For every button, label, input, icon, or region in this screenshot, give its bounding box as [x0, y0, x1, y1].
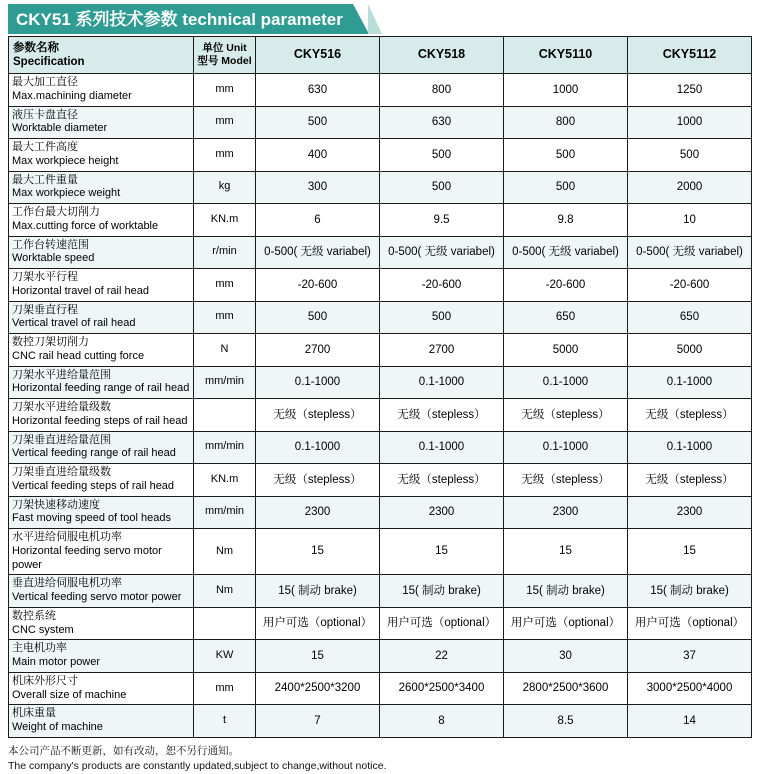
- row-value: 15( 制动 brake): [256, 575, 380, 608]
- table-row: [9, 366, 752, 399]
- row-label: [9, 496, 194, 529]
- row-unit: mm: [194, 139, 256, 172]
- specification-table: [8, 36, 752, 738]
- row-label-en: Weight of machine: [12, 721, 103, 733]
- row-value: -20-600: [504, 269, 628, 302]
- row-value: 用户可选（optional）: [628, 607, 752, 640]
- row-label-cn: 主电机功率: [12, 642, 67, 655]
- row-unit: N: [194, 334, 256, 367]
- row-value: 0.1-1000: [256, 431, 380, 464]
- row-label-en: Horizontal feeding steps of rail head: [12, 414, 188, 427]
- row-label-en: Horizontal feeding servo motor power: [12, 544, 162, 571]
- row-value: 15: [504, 529, 628, 575]
- row-label-en: Worktable diameter: [12, 122, 108, 135]
- header-model-4: CKY5112: [628, 37, 752, 74]
- row-value: 500: [628, 139, 752, 172]
- row-label: [9, 464, 194, 497]
- row-label: [9, 640, 194, 673]
- row-value: 0.1-1000: [504, 431, 628, 464]
- row-unit: mm: [194, 74, 256, 107]
- row-value: 无级（stepless）: [380, 464, 504, 497]
- row-label-en: Worktable speed: [12, 252, 95, 265]
- row-value: 用户可选（optional）: [256, 607, 380, 640]
- row-label-en: Max workpiece weight: [12, 187, 121, 200]
- row-unit: [194, 399, 256, 432]
- table-row: [9, 269, 752, 302]
- page-title: CKY51 系列技术参数 technical parameter: [8, 4, 353, 34]
- row-value: 500: [380, 139, 504, 172]
- row-label-cn: 数控刀架切削力: [12, 336, 89, 348]
- row-label-en: Fast moving speed of tool heads: [12, 512, 171, 525]
- row-label: [9, 236, 194, 269]
- row-value: 30: [504, 640, 628, 673]
- row-value: 1000: [504, 74, 628, 107]
- row-label-cn: 刀架垂直进给量范围: [12, 433, 111, 446]
- row-unit: mm: [194, 672, 256, 705]
- row-label: [9, 171, 194, 204]
- table-row: [9, 496, 752, 529]
- table-row: [9, 464, 752, 497]
- row-label-en: Main motor power: [12, 656, 101, 668]
- row-value: 无级（stepless）: [628, 399, 752, 432]
- table-row: [9, 529, 752, 575]
- row-unit: KW: [194, 640, 256, 673]
- row-value: 2000: [628, 171, 752, 204]
- row-value: 2300: [628, 496, 752, 529]
- table-row: [9, 705, 752, 738]
- row-label-cn: 最大工件高度: [12, 141, 78, 153]
- row-value: 22: [380, 640, 504, 673]
- footer-notice: [8, 744, 752, 774]
- row-label-cn: 工作台最大切削力: [12, 206, 100, 218]
- row-label: [9, 74, 194, 107]
- row-label-en: CNC system: [12, 623, 74, 636]
- row-unit: kg: [194, 171, 256, 204]
- row-value: 15( 制动 brake): [504, 575, 628, 608]
- table-row: [9, 106, 752, 139]
- row-value: 630: [380, 106, 504, 139]
- row-unit: mm/min: [194, 366, 256, 399]
- table-row: [9, 640, 752, 673]
- row-value: 9.8: [504, 204, 628, 237]
- row-label-cn: 液压卡盘直径: [12, 108, 78, 121]
- row-value: 300: [256, 171, 380, 204]
- row-value: 2300: [504, 496, 628, 529]
- table-row: [9, 236, 752, 269]
- row-value: 用户可选（optional）: [380, 607, 504, 640]
- row-unit: KN.m: [194, 464, 256, 497]
- row-value: 8: [380, 705, 504, 738]
- table-body: [9, 74, 752, 738]
- row-value: 630: [256, 74, 380, 107]
- row-label-en: Vertical feeding range of rail head: [12, 447, 176, 460]
- row-value: 1000: [628, 106, 752, 139]
- row-value: 500: [380, 301, 504, 334]
- row-value: 无级（stepless）: [504, 399, 628, 432]
- footer-notice-cn: 本公司产品不断更新，如有改动，恕不另行通知。: [8, 744, 239, 757]
- row-label-cn: 刀架快速移动速度: [12, 498, 100, 511]
- row-value: 15: [256, 529, 380, 575]
- row-value: 无级（stepless）: [256, 399, 380, 432]
- row-label-cn: 刀架垂直行程: [12, 303, 78, 316]
- row-unit: Nm: [194, 529, 256, 575]
- row-unit: t: [194, 705, 256, 738]
- row-unit: KN.m: [194, 204, 256, 237]
- row-value: 9.5: [380, 204, 504, 237]
- row-label-cn: 最大工件重量: [12, 173, 78, 186]
- row-label: [9, 106, 194, 139]
- row-value: 2800*2500*3600: [504, 672, 628, 705]
- row-value: 15: [380, 529, 504, 575]
- row-unit: mm: [194, 269, 256, 302]
- table-row: [9, 575, 752, 608]
- row-value: 1250: [628, 74, 752, 107]
- table-row: [9, 171, 752, 204]
- row-value: 无级（stepless）: [256, 464, 380, 497]
- row-value: 500: [504, 139, 628, 172]
- row-label-en: Vertical feeding steps of rail head: [12, 479, 175, 492]
- row-label: [9, 139, 194, 172]
- table-row: [9, 607, 752, 640]
- row-value: -20-600: [256, 269, 380, 302]
- row-value: 500: [380, 171, 504, 204]
- table-row: [9, 399, 752, 432]
- row-label-en: Max workpiece height: [12, 154, 119, 167]
- row-value: 400: [256, 139, 380, 172]
- row-label: [9, 269, 194, 302]
- row-value: 15( 制动 brake): [628, 575, 752, 608]
- row-value: 2700: [256, 334, 380, 367]
- title-wedge-primary: [353, 4, 369, 34]
- row-value: 5000: [628, 334, 752, 367]
- row-label-cn: 刀架水平进给量级数: [12, 401, 111, 413]
- row-label: [9, 431, 194, 464]
- table-row: [9, 334, 752, 367]
- spec-sheet-page: [0, 4, 760, 772]
- row-label-cn: 数控系统: [12, 609, 56, 622]
- row-value: 2600*2500*3400: [380, 672, 504, 705]
- row-value: 5000: [504, 334, 628, 367]
- title-wedge-accent: [368, 4, 382, 34]
- row-value: 15: [628, 529, 752, 575]
- row-value: 0.1-1000: [380, 431, 504, 464]
- row-label-cn: 最大加工直径: [12, 76, 78, 88]
- row-value: 500: [256, 301, 380, 334]
- row-label-en: Horizontal feeding range of rail head: [12, 382, 190, 395]
- row-unit: mm/min: [194, 431, 256, 464]
- row-unit: mm: [194, 106, 256, 139]
- row-value: 2700: [380, 334, 504, 367]
- table-header: [9, 37, 752, 74]
- row-value: 无级（stepless）: [628, 464, 752, 497]
- row-value: 650: [628, 301, 752, 334]
- row-value: 3000*2500*4000: [628, 672, 752, 705]
- header-model-2: CKY518: [380, 37, 504, 74]
- row-label: [9, 705, 194, 738]
- row-value: 14: [628, 705, 752, 738]
- row-value: 500: [504, 171, 628, 204]
- row-value: 2400*2500*3200: [256, 672, 380, 705]
- row-label: [9, 399, 194, 432]
- row-value: 15: [256, 640, 380, 673]
- row-value: 7: [256, 705, 380, 738]
- row-value: 8.5: [504, 705, 628, 738]
- row-value: 0.1-1000: [380, 366, 504, 399]
- table-row: [9, 74, 752, 107]
- footer-notice-en: The company's products are constantly updated,subject to change,without notice.: [8, 759, 387, 772]
- row-value: 0-500( 无级 variabel): [504, 236, 628, 269]
- row-label-cn: 刀架水平进给量范围: [12, 368, 111, 381]
- row-unit: r/min: [194, 236, 256, 269]
- row-value: 0.1-1000: [504, 366, 628, 399]
- header-specification-en: Specification: [13, 56, 85, 68]
- row-value: 无级（stepless）: [504, 464, 628, 497]
- row-label-cn: 水平进给伺服电机功率: [12, 531, 122, 543]
- row-value: 用户可选（optional）: [504, 607, 628, 640]
- header-model-1: CKY516: [256, 37, 380, 74]
- row-label-cn: 机床重量: [12, 707, 56, 720]
- header-specification: [9, 37, 194, 74]
- table-row: [9, 204, 752, 237]
- row-label-cn: 工作台转速范围: [12, 238, 89, 251]
- header-specification-cn: 参数名称: [13, 41, 59, 54]
- row-value: 800: [380, 74, 504, 107]
- row-unit: [194, 607, 256, 640]
- row-label-en: CNC rail head cutting force: [12, 349, 145, 362]
- row-label: [9, 334, 194, 367]
- row-label: [9, 204, 194, 237]
- row-label-cn: 机床外形尺寸: [12, 674, 78, 687]
- row-value: 无级（stepless）: [380, 399, 504, 432]
- table-row: [9, 431, 752, 464]
- table-row: [9, 301, 752, 334]
- row-value: -20-600: [628, 269, 752, 302]
- row-value: 10: [628, 204, 752, 237]
- row-label: [9, 301, 194, 334]
- row-label-en: Max.cutting force of worktable: [12, 219, 159, 232]
- row-label-en: Overall size of machine: [12, 688, 127, 701]
- header-unit-cn: 单位 Unit: [202, 42, 247, 55]
- row-label-en: Vertical feeding servo motor power: [12, 591, 182, 603]
- header-model-3: CKY5110: [504, 37, 628, 74]
- row-label-en: Max.machining diameter: [12, 89, 132, 102]
- row-value: 37: [628, 640, 752, 673]
- row-label: [9, 529, 194, 575]
- row-label-cn: 刀架垂直进给量级数: [12, 466, 111, 478]
- header-unit-model: [194, 37, 256, 74]
- row-unit: mm: [194, 301, 256, 334]
- row-value: 800: [504, 106, 628, 139]
- row-value: 0-500( 无级 variabel): [628, 236, 752, 269]
- row-label-en: Vertical travel of rail head: [12, 317, 136, 330]
- row-unit: Nm: [194, 575, 256, 608]
- row-label: [9, 575, 194, 608]
- row-value: -20-600: [380, 269, 504, 302]
- row-value: 0.1-1000: [628, 366, 752, 399]
- row-value: 15( 制动 brake): [380, 575, 504, 608]
- row-value: 0-500( 无级 variabel): [380, 236, 504, 269]
- row-value: 6: [256, 204, 380, 237]
- row-value: 0.1-1000: [628, 431, 752, 464]
- row-value: 650: [504, 301, 628, 334]
- row-value: 2300: [256, 496, 380, 529]
- header-model-cn: 型号 Model: [197, 55, 252, 67]
- table-header-row: [9, 37, 752, 74]
- row-label-en: Horizontal travel of rail head: [12, 284, 149, 297]
- title-banner: [8, 4, 752, 34]
- row-unit: mm/min: [194, 496, 256, 529]
- row-value: 0.1-1000: [256, 366, 380, 399]
- row-label-cn: 垂直进给伺服电机功率: [12, 577, 122, 590]
- table-row: [9, 139, 752, 172]
- row-label-cn: 刀架水平行程: [12, 271, 78, 283]
- row-value: 500: [256, 106, 380, 139]
- row-value: 0-500( 无级 variabel): [256, 236, 380, 269]
- row-label: [9, 607, 194, 640]
- row-value: 2300: [380, 496, 504, 529]
- row-label: [9, 366, 194, 399]
